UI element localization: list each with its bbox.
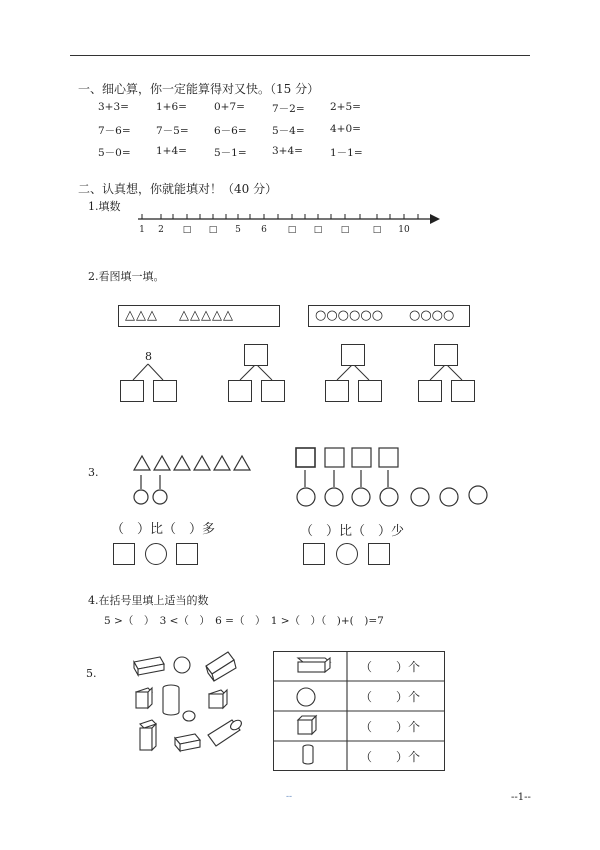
number-line-label: 5 bbox=[235, 225, 241, 235]
arithmetic-problem: 1+4= bbox=[156, 145, 187, 157]
arithmetic-problem: 3+3= bbox=[98, 101, 129, 113]
number-line-label: □ bbox=[287, 225, 297, 235]
arithmetic-problem: 3+4= bbox=[272, 145, 303, 157]
number-line-label: 2 bbox=[158, 225, 164, 235]
arithmetic-problem: 4+0= bbox=[330, 123, 361, 135]
arithmetic-problem: 5－0= bbox=[98, 147, 131, 159]
number-line-label: □ bbox=[340, 225, 350, 235]
arithmetic-problem: 5－1= bbox=[214, 147, 247, 159]
q5-answer-blank[interactable]: （ ）个 bbox=[360, 660, 421, 674]
arithmetic-problem: 7－2= bbox=[272, 103, 305, 115]
arithmetic-problem: 5－4= bbox=[272, 125, 305, 137]
number-line-label: 10 bbox=[398, 225, 410, 235]
q1-label: 1.填数 bbox=[88, 200, 121, 213]
q3-left-compare: （ ）比（ ）多 bbox=[111, 522, 216, 537]
footer-center-mark: -- bbox=[286, 792, 293, 802]
tree1-top: 8 bbox=[145, 350, 152, 363]
triangles-left: △△△ bbox=[125, 308, 158, 323]
arithmetic-problem: 0+7= bbox=[214, 101, 245, 113]
q5-answer-blank[interactable]: （ ）个 bbox=[360, 690, 421, 704]
section2-title: 二、认真想，你就能填对！（40 分） bbox=[78, 182, 278, 196]
arithmetic-problem: 7－6= bbox=[98, 125, 131, 137]
triangles-right: △△△△△ bbox=[179, 308, 234, 323]
q2-label: 2.看图填一填。 bbox=[88, 270, 165, 283]
number-line-label: 6 bbox=[261, 225, 267, 235]
number-line-label: 1 bbox=[139, 225, 145, 235]
q5-label: 5. bbox=[86, 667, 97, 680]
page-number: --1-- bbox=[511, 792, 531, 803]
number-line-label: □ bbox=[313, 225, 323, 235]
number-line-label: □ bbox=[372, 225, 382, 235]
q3-right-compare: （ ）比（ ）少 bbox=[300, 524, 405, 539]
q5-answer-blank[interactable]: （ ）个 bbox=[360, 720, 421, 734]
arithmetic-problem: 2+5= bbox=[330, 101, 361, 113]
q4-label: 4.在括号里填上适当的数 bbox=[88, 594, 209, 607]
number-line-label: □ bbox=[182, 225, 192, 235]
number-line-label: □ bbox=[208, 225, 218, 235]
q3-label: 3. bbox=[88, 466, 99, 479]
circles-right: ○○○○ bbox=[409, 308, 455, 323]
arithmetic-problem: 6－6= bbox=[214, 125, 247, 137]
section1-title: 一、细心算，你一定能算得对又快。（15 分） bbox=[78, 82, 320, 96]
arithmetic-problem: 1+6= bbox=[156, 101, 187, 113]
q4-expressions: 5 >（ ） 3 <（ ） 6 =（ ） 1 >（ ）（ )+( )=7 bbox=[104, 615, 384, 627]
arithmetic-problem: 1－1= bbox=[330, 147, 363, 159]
arithmetic-problem: 7－5= bbox=[156, 125, 189, 137]
circles-left: ○○○○○○ bbox=[315, 308, 384, 323]
q5-answer-blank[interactable]: （ ）个 bbox=[360, 750, 421, 764]
